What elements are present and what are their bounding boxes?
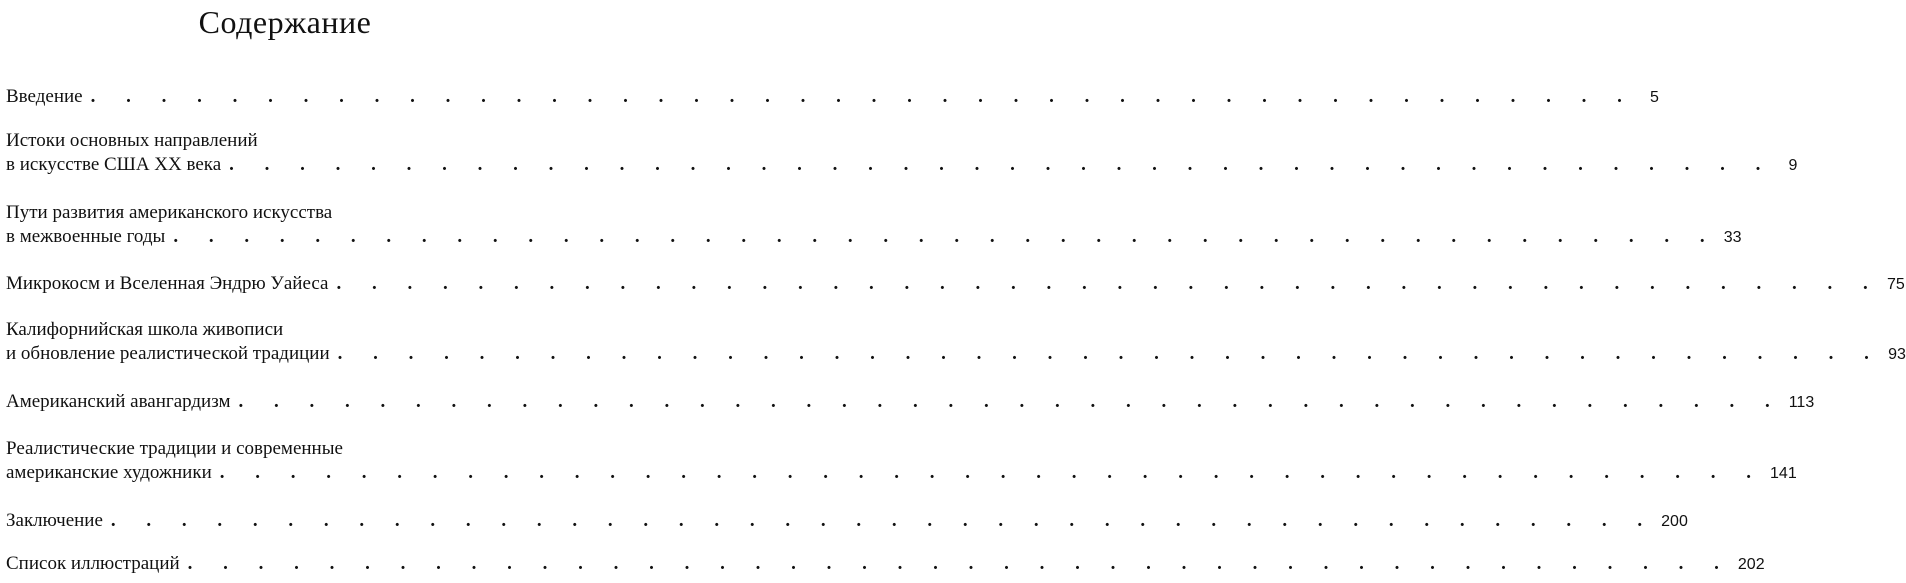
- toc-page-number: 113: [1788, 394, 1815, 411]
- toc-entry: [6, 318, 1906, 367]
- dot-leader: . . . . . . . . . . . . . . . . . . . . . . . . . . . . . . . . . . . . . . . . . . . .: [187, 553, 1732, 574]
- toc-entry-title: Микрокосм и Вселенная Эндрю Уайеса: [6, 273, 329, 294]
- toc-entry-title: Калифорнийская школа живописи: [6, 319, 284, 340]
- dot-leader: . . . . . . . . . . . . . . . . . . . . . . . . . . . . . . . . . . . . . . . . . . . .: [219, 462, 1765, 483]
- toc-entry-title: Американский авангардизм: [6, 391, 231, 412]
- toc-page-number: 202: [1737, 556, 1765, 573]
- toc-entry-title: Заключение: [6, 510, 103, 531]
- toc-page-number: 9: [1788, 157, 1798, 174]
- dot-leader: . . . . . . . . . . . . . . . . . . . . . . . . . . . . . . . . . . . . . . . . . . . .: [337, 343, 1882, 364]
- toc-entry-title: Истоки основных направлений: [6, 130, 258, 151]
- toc-entry-title-continued: в искусстве США XX века: [6, 154, 222, 175]
- toc-page-number: 93: [1888, 346, 1906, 363]
- toc-entry-title-continued: в межвоенные годы: [6, 226, 166, 247]
- toc-entry-title: Список иллюстраций: [6, 553, 180, 574]
- toc-entry: [6, 85, 1659, 110]
- dot-leader: . . . . . . . . . . . . . . . . . . . . . . . . . . . . . . . . . . . . . . . . . . . .: [238, 391, 1783, 412]
- dot-leader: . . . . . . . . . . . . . . . . . . . . . . . . . . . . . . . . . . . . . . . . . . . .: [110, 510, 1656, 531]
- toc-entry-title-continued: и обновление реалистической традиции: [6, 343, 330, 364]
- toc-entry-title: Пути развития американского искусства: [6, 202, 333, 223]
- toc-entry: [6, 509, 1688, 534]
- dot-leader: . . . . . . . . . . . . . . . . . . . . . . . . . . . . . . . . . . . . . . . . . . . .: [336, 273, 1881, 294]
- toc-entry: [6, 437, 1797, 486]
- dot-leader: . . . . . . . . . . . . . . . . . . . . . . . . . . . . . . . . . . . . . . . . . . . .: [173, 226, 1718, 247]
- toc-entry-title: Реалистические традиции и современные: [6, 438, 343, 459]
- dot-leader: . . . . . . . . . . . . . . . . . . . . . . . . . . . . . . . . . . . . . . . . . . . .: [90, 86, 1635, 107]
- toc-page-number: 141: [1770, 465, 1797, 482]
- toc-entry-title-continued: американские художники: [6, 462, 212, 483]
- toc-page-number: 75: [1886, 276, 1905, 293]
- toc-entry: [6, 272, 1905, 297]
- toc-page-number: 200: [1661, 513, 1688, 530]
- toc-entry: [6, 129, 1798, 178]
- toc-entry-title: Введение: [6, 86, 83, 107]
- toc-entry: [6, 390, 1815, 415]
- dot-leader: . . . . . . . . . . . . . . . . . . . . . . . . . . . . . . . . . . . . . . . . . . . .: [229, 154, 1774, 175]
- toc-entry: [6, 201, 1742, 250]
- toc-title: Содержание: [198, 4, 372, 40]
- toc-entry: [6, 552, 1765, 577]
- toc-page-number: 5: [1649, 89, 1659, 106]
- toc-page-number: 33: [1723, 229, 1742, 246]
